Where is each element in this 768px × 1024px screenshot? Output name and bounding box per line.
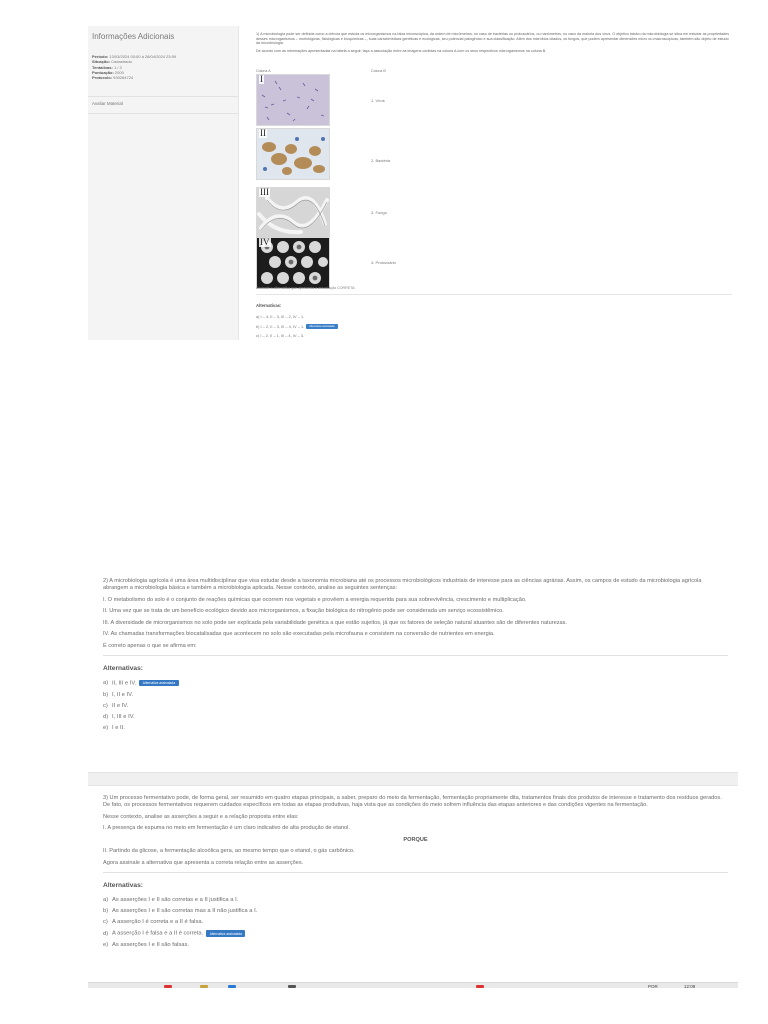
question-prompt: É correto apenas o que se afirma em:	[103, 642, 197, 649]
question-2	[103, 578, 728, 737]
porque-label: PORQUE	[403, 836, 428, 843]
alternative-option[interactable]: a) I – 4, II – 3, III – 2, IV – 1.	[256, 314, 305, 319]
taskbar-app-icon[interactable]	[164, 985, 172, 988]
question-prompt: Assinale a alternativa que apresenta a associação CORRETA:	[256, 286, 356, 290]
tray-clock[interactable]: 12:09	[684, 984, 696, 988]
tray-language[interactable]: POR	[648, 984, 658, 988]
roman-label: II	[260, 128, 266, 138]
sidebar-title: Informações Adicionais	[92, 32, 175, 41]
alternative-option[interactable]: d) I, III e IV.	[103, 714, 135, 721]
selected-answer-badge: Alternativa assinalada	[139, 680, 178, 686]
column-a-header: Coluna A	[256, 69, 271, 73]
column-b-item: 2. Bactéria	[371, 158, 391, 163]
alternative-option[interactable]: b) I, II e IV.	[103, 691, 134, 698]
question-instruction: De acordo com as informações apresentadas na tabela a seguir, faça a associação entre as imagens contidas na coluna A com os seus respectivos microrganismos na coluna B.	[256, 48, 547, 53]
alternatives-heading: Alternativas:	[256, 303, 282, 308]
taskbar-app-icon[interactable]	[200, 985, 208, 988]
roman-label: III	[260, 187, 269, 197]
alternative-option[interactable]: b) I – 2, II – 3, III – 4, IV – 1. Alternativa assinalada	[256, 324, 338, 329]
micrograph-bacteria-image	[256, 128, 330, 180]
divider	[88, 96, 238, 97]
alternative-option[interactable]: c) II e IV.	[103, 702, 129, 709]
statement-iii: III. A diversidade de microrganismos no solo pode ser explicada pela variabilidade genética a que estão sujeitos, já que os fatores de seleção natural atuantes são de diferentes naturezas.	[103, 619, 567, 626]
alternative-option[interactable]: a) As asserções I e II são corretas e a II justifica a I.	[103, 896, 239, 903]
protocol-value: 930264724	[113, 75, 134, 81]
screenshot-question-1	[88, 26, 738, 340]
micrograph-2-svg	[257, 129, 329, 179]
micrograph-protozoa-image	[256, 237, 330, 289]
attempts-value: 1 / 3	[113, 64, 122, 70]
column-b-item: 1. Vírus	[371, 98, 385, 103]
statement-iv: IV. As chamadas transformações biocatalisadas que acontecem no solo são executadas pela microfauna e consistem na conversão de nutrientes em energia.	[103, 631, 495, 637]
sidebar-meta: Período: 13/03/2024 00:00 à 28/04/2024 23:59 Situação: Cadastrado Tentativas: 1 / 3 Pontuação: 2000 Protocolo: 930264724	[92, 54, 177, 81]
taskbar-app-icon[interactable]	[476, 985, 484, 988]
alternative-option[interactable]: e) I e II.	[103, 725, 125, 732]
alternative-option[interactable]: a) II, III e IV. Alternativa assinalada	[103, 680, 728, 687]
period-value: 13/03/2024 00:00 à 28/04/2024 23:59	[109, 54, 177, 59]
assertion-i: I. A presença de espuma no meio em fermentação é um claro indicativo de alta produção de etanol.	[103, 825, 350, 831]
alternatives-heading: Alternativas:	[103, 664, 143, 672]
statement-ii: II. Uma vez que se trata de um benefício ecológico devido aos microrganismos, a fixação biológica do nitrogênio pode ser considerada um serviço ecossistêmico.	[103, 608, 504, 614]
micrograph-1-svg	[257, 75, 329, 125]
alternative-option[interactable]: c) A asserção I é correta e a II é falsa.	[103, 919, 204, 926]
alternative-option[interactable]: d) A asserção I é falsa e a II é correta. Alternativa assinalada	[103, 930, 728, 937]
column-b-item: 3. Fungo	[371, 210, 387, 215]
sidebar-additional-info	[88, 26, 239, 340]
divider	[256, 294, 732, 295]
question-1	[256, 32, 732, 336]
alternatives-heading: Alternativas:	[103, 881, 143, 889]
question-text: 2) A microbiologia agrícola é uma área multidisciplinar que visa estudar desde a taxonomia microbiana até os processos microbiológicos industriais de interesse para as ciências agrárias. Assim, os campos de estudo da microbiologia agrícola abrangem a microbiologia básica e também a microbiologia aplicada. Nesse contexto, analise as seguintes sentenças:	[103, 578, 702, 591]
alternative-option[interactable]: e) As asserções I e II são falsas.	[103, 942, 190, 949]
assertion-ii: II. Partindo da glicose, a fermentação alcoólica gera, ao mesmo tempo que o etanol, o gás carbônico.	[103, 848, 355, 854]
divider	[103, 872, 728, 873]
screenshot-questions-2-3	[88, 572, 738, 988]
question-context: Nesse contexto, analise as asserções a seguir e a relação proposta entre elas:	[103, 813, 299, 820]
alternative-option[interactable]: b) As asserções I e II são corretas mas a II não justifica a I.	[103, 907, 258, 914]
roman-label: IV	[260, 237, 270, 247]
statement-i: I. O metabolismo do solo é o conjunto de reações químicas que ocorrem nos vegetais e provêem a energia requerida para sua sobrevivência, crescimento e multiplicação.	[103, 596, 527, 603]
status-value: Cadastrado	[111, 59, 132, 65]
question-3	[103, 795, 728, 954]
score-value: 2000	[114, 69, 124, 75]
micrograph-fungus-image	[256, 187, 330, 239]
rate-material-link[interactable]: Avaliar Material	[92, 101, 123, 106]
question-text: 1) A microbiologia pode ser definida como a ciência que estuda os microrganismos na faixa microscópica, da ordem de micrômetros, no caso de bactérias ou protozoários, ou nanômetros, no caso da maioria dos vírus. O objetivo básico da microbiologia se situa em estudar as propriedades desses microrganismos – morfológicas, fisiológicas e bioquímicas –, suas características genéticas e ecológicas, seu potencial patogênico e sua classificação. Além dos micróbios citados, os fungos, que podem apresentar dimensões micro ou macroscópicas, também são objeto de estudo da microbiologia.	[256, 32, 730, 46]
taskbar-app-icon[interactable]	[288, 985, 296, 988]
column-b-item: 4. Protozoário	[371, 260, 396, 265]
selected-answer-badge: Alternativa assinalada	[306, 324, 337, 329]
column-b-header: Coluna B	[371, 69, 386, 73]
taskbar-app-icon[interactable]	[228, 985, 236, 988]
divider	[88, 113, 238, 114]
roman-label: I	[260, 74, 263, 84]
alternative-option[interactable]: c) I – 2, II – 1, III – 4, IV – 3.	[256, 333, 305, 338]
question-text: 3) Um processo fermentativo pode, de forma geral, ser resumido em quatro etapas principais, a saber, preparo do meio da fermentação, fermentação propriamente dita, tratamentos finais dos produtos de interesse e tratamento dos resíduos gerados. De fato, os processos fermentativos requerem cuidados específicos em todas as etapas produtivas, haja vista que as condições do meio sofrem influência das etapas anteriores e das condições vigentes na fermentação.	[103, 795, 722, 808]
question-prompt: Agora assinale a alternativa que apresenta a correta relação entre as asserções.	[103, 859, 304, 866]
question-separator-band	[88, 772, 738, 786]
micrograph-viruses-image	[256, 74, 330, 126]
selected-answer-badge: Alternativa assinalada	[206, 930, 245, 936]
os-taskbar	[88, 982, 738, 988]
divider	[103, 655, 728, 656]
